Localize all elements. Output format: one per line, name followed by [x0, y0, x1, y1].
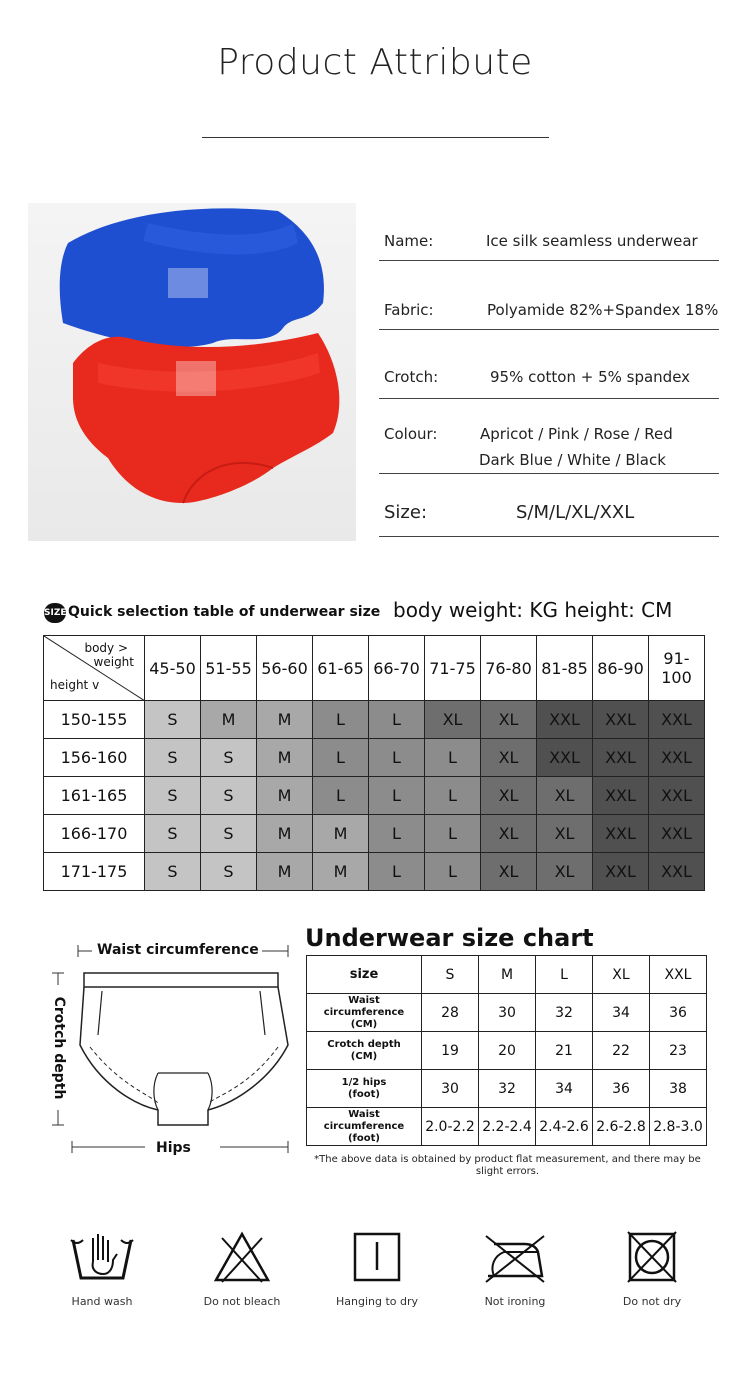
chart-size-col: XXL [650, 956, 707, 994]
size-cell: XXL [593, 853, 649, 891]
size-cell: XL [481, 739, 537, 777]
chart-cell: 32 [536, 994, 593, 1032]
chart-cell: 21 [536, 1032, 593, 1070]
chart-row-label: Waist circumference (CM) [307, 994, 422, 1032]
size-cell: L [425, 739, 481, 777]
chart-size-col: S [422, 956, 479, 994]
weight-header: 45-50 [145, 636, 201, 701]
size-cell: XXL [537, 739, 593, 777]
weight-header: 86-90 [593, 636, 649, 701]
size-cell: L [369, 701, 425, 739]
size-cell: S [201, 777, 257, 815]
chart-row-label: Crotch depth (CM) [307, 1032, 422, 1070]
attr-label: Name: [384, 232, 434, 250]
size-cell: M [313, 815, 369, 853]
size-cell: XL [481, 777, 537, 815]
chart-size-col: XL [593, 956, 650, 994]
waist-label: Waist circumference [97, 942, 259, 958]
chart-cell: 22 [593, 1032, 650, 1070]
size-cell: XL [537, 815, 593, 853]
weight-header: 56-60 [257, 636, 313, 701]
weight-header: 81-85 [537, 636, 593, 701]
size-cell: XXL [649, 815, 705, 853]
weight-header: 71-75 [425, 636, 481, 701]
attr-label: Crotch: [384, 368, 439, 386]
grid-corner [44, 636, 145, 701]
height-header: 161-165 [44, 777, 145, 815]
size-badge: SIZE [44, 603, 66, 623]
units-title: body weight: KG height: CM [393, 598, 673, 622]
attr-size-row [379, 474, 719, 537]
chart-cell: 28 [422, 994, 479, 1032]
attr-fabric-row [379, 261, 719, 330]
care-label: Not ironing [484, 1295, 546, 1308]
chart-cell: 38 [650, 1070, 707, 1108]
crotch-label: Crotch depth [51, 996, 67, 1100]
weight-header: 76-80 [481, 636, 537, 701]
measurement-diagram [40, 935, 300, 1165]
quick-size-table [43, 635, 705, 891]
size-cell: XXL [649, 739, 705, 777]
size-cell: S [201, 739, 257, 777]
attr-colour-row [379, 399, 719, 474]
size-cell: M [257, 701, 313, 739]
chart-size-col: M [479, 956, 536, 994]
size-cell: XL [481, 853, 537, 891]
size-cell: XXL [649, 777, 705, 815]
hips-label: Hips [156, 1140, 191, 1156]
no-dry-icon [622, 1230, 682, 1285]
height-header: 171-175 [44, 853, 145, 891]
attr-value: Dark Blue / White / Black [479, 451, 666, 469]
grid-row [44, 815, 705, 853]
care-no-bleach [182, 1230, 302, 1308]
chart-cell: 2.8-3.0 [650, 1108, 707, 1146]
product-photo [28, 203, 356, 541]
size-cell: XXL [649, 853, 705, 891]
size-cell: S [145, 853, 201, 891]
height-header: 166-170 [44, 815, 145, 853]
care-label: Do not dry [622, 1295, 682, 1308]
care-hand-wash [42, 1230, 162, 1308]
size-cell: S [201, 815, 257, 853]
chart-cell: 23 [650, 1032, 707, 1070]
size-cell: L [369, 815, 425, 853]
size-cell: M [257, 739, 313, 777]
size-cell: M [257, 853, 313, 891]
chart-cell: 2.6-2.8 [593, 1108, 650, 1146]
care-no-iron [455, 1230, 575, 1308]
no-bleach-icon [212, 1230, 272, 1285]
chart-cell: 30 [479, 994, 536, 1032]
size-cell: M [313, 853, 369, 891]
size-cell: L [313, 701, 369, 739]
size-cell: XL [425, 701, 481, 739]
chart-cell: 2.4-2.6 [536, 1108, 593, 1146]
size-cell: S [201, 853, 257, 891]
size-cell: L [313, 739, 369, 777]
page-title: Product Attribute [217, 42, 533, 83]
attr-crotch-row [379, 330, 719, 399]
care-label: Do not bleach [203, 1295, 281, 1308]
grid-row [44, 777, 705, 815]
weight-header: 66-70 [369, 636, 425, 701]
size-cell: XL [481, 815, 537, 853]
chart-row-label: Waist circumference (foot) [307, 1108, 422, 1146]
quick-table-title: Quick selection table of underwear size [68, 604, 381, 620]
size-cell: L [425, 777, 481, 815]
size-cell: XXL [593, 739, 649, 777]
chart-cell: 36 [593, 1070, 650, 1108]
attr-value: Polyamide 82%+Spandex 18% [487, 301, 719, 319]
chart-cell: 2.2-2.4 [479, 1108, 536, 1146]
chart-cell: 34 [536, 1070, 593, 1108]
size-cell: XL [537, 777, 593, 815]
weight-header: 51-55 [201, 636, 257, 701]
care-label: Hand wash [71, 1295, 133, 1308]
size-cell: S [145, 815, 201, 853]
attr-value: S/M/L/XL/XXL [516, 502, 635, 523]
chart-row-label: 1/2 hips (foot) [307, 1070, 422, 1108]
size-cell: XL [537, 853, 593, 891]
care-no-dry [592, 1230, 712, 1308]
attr-value: Ice silk seamless underwear [486, 232, 698, 250]
attr-label: Size: [384, 502, 428, 523]
attr-label: Fabric: [384, 301, 434, 319]
size-cell: L [425, 853, 481, 891]
chart-cell: 30 [422, 1070, 479, 1108]
no-iron-icon [480, 1230, 550, 1285]
chart-size-col: L [536, 956, 593, 994]
corner-height-label: height v [50, 678, 100, 692]
size-cell: XXL [593, 815, 649, 853]
corner-weight-label: body > [84, 641, 128, 655]
size-cell: M [257, 815, 313, 853]
size-cell: M [257, 777, 313, 815]
chart-cell: 2.0-2.2 [422, 1108, 479, 1146]
attr-value: Apricot / Pink / Rose / Red [480, 425, 673, 443]
size-cell: S [145, 739, 201, 777]
size-cell: S [145, 777, 201, 815]
size-cell: L [369, 739, 425, 777]
size-cell: L [369, 777, 425, 815]
size-cell: S [145, 701, 201, 739]
chart-row [307, 1032, 707, 1070]
height-header: 150-155 [44, 701, 145, 739]
chart-cell: 32 [479, 1070, 536, 1108]
hand-wash-icon [67, 1230, 137, 1285]
weight-header: 61-65 [313, 636, 369, 701]
hang-dry-icon [347, 1230, 407, 1285]
grid-row [44, 701, 705, 739]
chart-row [307, 994, 707, 1032]
size-cell: XXL [537, 701, 593, 739]
attr-label: Colour: [384, 425, 438, 443]
size-cell: XXL [649, 701, 705, 739]
chart-size-header: size [307, 956, 422, 994]
size-cell: M [201, 701, 257, 739]
size-chart-title: Underwear size chart [305, 924, 594, 952]
grid-row [44, 853, 705, 891]
chart-row [307, 1070, 707, 1108]
chart-row [307, 1108, 707, 1146]
chart-cell: 34 [593, 994, 650, 1032]
size-cell: XXL [593, 701, 649, 739]
corner-weight-label2: weight [93, 655, 134, 669]
attr-name-row [379, 210, 719, 261]
care-hang-dry [317, 1230, 437, 1308]
size-chart-note: *The above data is obtained by product flat measurement, and there may be slight errors. [314, 1154, 701, 1177]
size-cell: XXL [593, 777, 649, 815]
height-header: 156-160 [44, 739, 145, 777]
care-label: Hanging to dry [335, 1295, 419, 1308]
size-cell: L [425, 815, 481, 853]
size-cell: L [369, 853, 425, 891]
weight-header: 91-100 [649, 636, 705, 701]
size-cell: L [313, 777, 369, 815]
size-cell: XL [481, 701, 537, 739]
title-divider [202, 137, 549, 138]
attr-value: 95% cotton + 5% spandex [490, 368, 691, 386]
size-chart-table [306, 955, 707, 1146]
grid-row [44, 739, 705, 777]
chart-cell: 19 [422, 1032, 479, 1070]
chart-cell: 20 [479, 1032, 536, 1070]
chart-cell: 36 [650, 994, 707, 1032]
